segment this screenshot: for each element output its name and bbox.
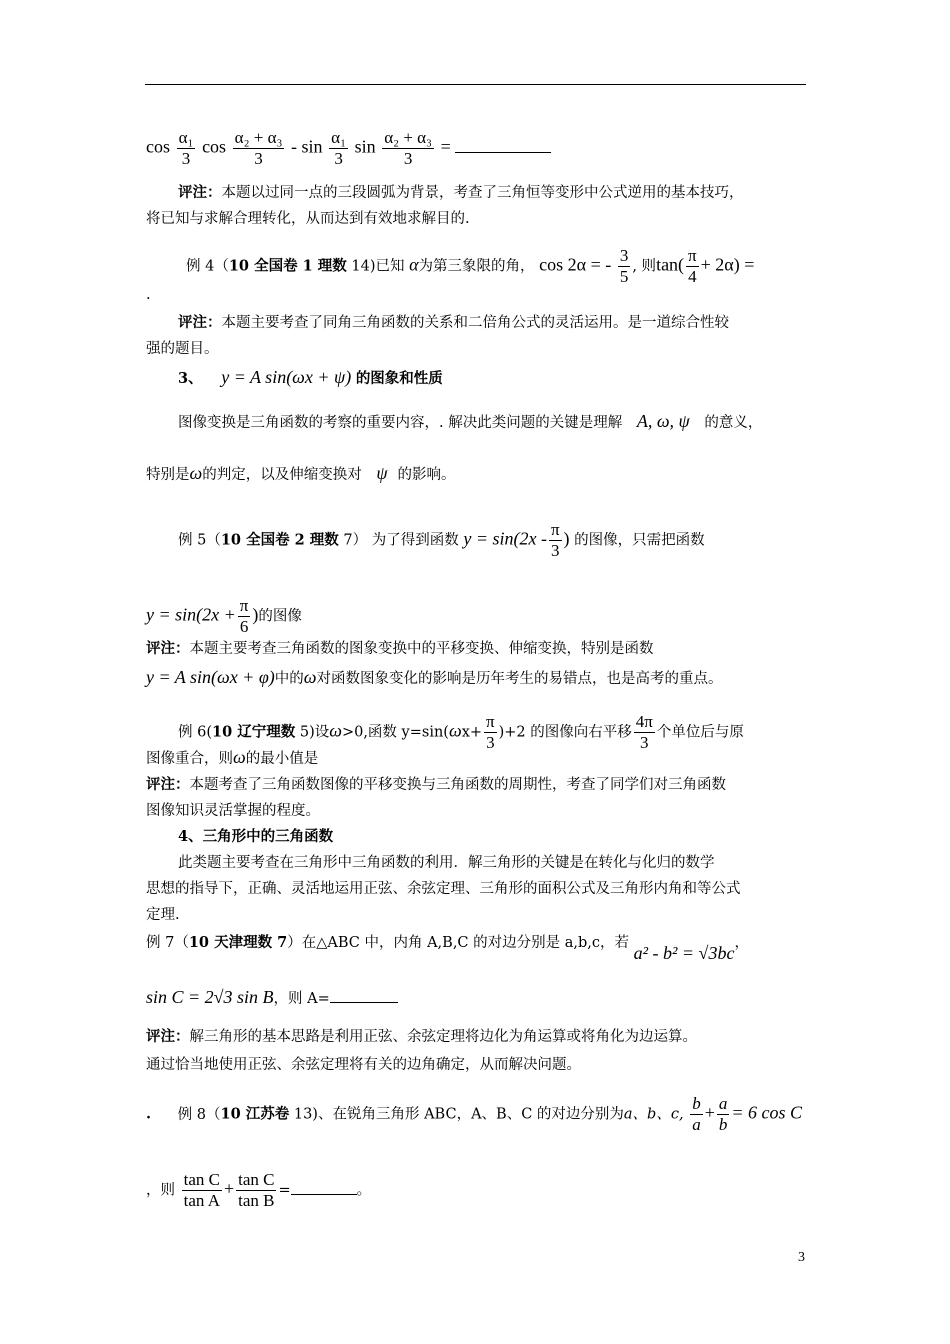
comment-2-line-2: 强的题目。 <box>146 341 219 357</box>
example-5-line-2: y = sin(2x + $\frac{\pi}{6}$ )的图像 <box>146 596 302 636</box>
section-3-heading: 3、 y = A sin(ωx + ψ) 的图象和性质 <box>178 367 443 387</box>
comment-4-line-1: 评注：本题考查了三角函数图像的平移变换与三角函数的周期性，考查了同学们对三角函数 <box>146 776 726 793</box>
section-4-para-line-3: 定理. <box>146 907 180 923</box>
answer-blank <box>291 1184 357 1195</box>
header-rule <box>145 84 806 85</box>
comment-2-line-1: 评注：本题主要考查了同角三角函数的关系和二倍角公式的灵活运用。是一道综合性较 <box>178 314 729 331</box>
comment-1-line-1: 评注：本题以过同一点的三段圆弧为背景，考查了三角恒等变形中公式逆用的基本技巧， <box>178 184 744 201</box>
formula-cos: cos <box>146 136 170 157</box>
example-6-line-2: 图像重合，则ω的最小值是 <box>146 747 319 767</box>
fraction: $\frac{\text{α₁}}{3}$ <box>178 128 194 168</box>
section-4-para-line-2: 思想的指导下，正确、灵活地运用正弦、余弦定理、三角形的面积公式及三角形内角和等公式 <box>146 881 741 897</box>
comment-3-line-2: y = A sin(ωx + φ)中的ω对函数图象变化的影响是历年考生的易错点，也是高考的重点。 <box>146 667 723 687</box>
page-number: 3 <box>798 1250 805 1265</box>
comment-5-line-2: 通过恰当地使用正弦、余弦定理将有关的边角确定，从而解决问题。 <box>146 1057 581 1073</box>
fraction: $\frac{b}{a}$ <box>692 1094 701 1134</box>
answer-blank <box>330 992 398 1003</box>
example-8-line-2: ，则 $\frac{\text{tan C}}{\text{tan A}}$ + $\frac{\text{tan C}}{\text{tan B}}$ = 。 <box>146 1170 372 1210</box>
formula-line: cos $\frac{\text{α₁}}{3}$ cos $\frac{\text{α₂ + α₃}}{3}$ - sin $\frac{\text{α₁}}{3}$ sin $\frac{\text{α₂ + α₃}}{3}$ = <box>146 128 551 169</box>
fraction: $\frac{\text{α₁}}{3}$ <box>331 128 346 168</box>
fraction: $\frac{\pi}{3}$ <box>486 712 495 752</box>
answer-blank <box>455 142 551 153</box>
example-6: 例 6(10 辽宁理数 5)设ω>0,函数 y=sin(ωx+ $\frac{\pi}{3}$ )+2 的图像向右平移 $\frac{4\pi}{3}$ 个单位后与原 <box>178 712 744 752</box>
fraction: $\frac{\pi}{6}$ <box>239 596 249 636</box>
fraction: $\frac{\text{α₂ + α₃}}{3}$ <box>384 128 432 168</box>
example-5: 例 5（10 全国卷 2 理数 7） 为了得到函数 y = sin(2x - $\frac{\pi}{3}$ ) 的图像，只需把函数 <box>178 520 705 560</box>
comment-1-line-2: 将已知与求解合理转化，从而达到有效地求解目的. <box>146 211 470 227</box>
comment-3-line-1: 评注：本题主要考查三角函数的图象变换中的平移变换、伸缩变换，特别是函数 <box>146 640 654 657</box>
fraction: $\frac{3}{5}$ <box>619 246 629 286</box>
fraction: $\frac{\text{tan C}}{\text{tan B}}$ <box>238 1170 275 1210</box>
section-4-para-line-1: 此类题主要考查在三角形中三角函数的利用．解三角形的关键是在转化与化归的数学 <box>178 855 715 871</box>
fraction: $\frac{\text{α₂ + α₃}}{3}$ <box>234 128 283 168</box>
section-3-para-line-2: 特别是ω的判定，以及伸缩变换对 ψ 的影响。 <box>146 463 456 483</box>
section-3-para-line-1: 图像变换是三角函数的考察的重要内容，. 解决此类问题的关键是理解 A, ω, ψ 的意义， <box>178 411 763 431</box>
example-4-dot: . <box>146 287 151 303</box>
example-7: 例 7（10 天津理数 7）在△ABC 中，内角 A,B,C 的对边分别是 a,b,c，若 a² - b² = √3bc， <box>146 934 749 963</box>
fraction: $\frac{\pi}{3}$ <box>550 520 560 560</box>
example-7-line-2: sin C = 2√3 sin B，则 A= <box>146 986 398 1010</box>
fraction: $\frac{4\pi}{3}$ <box>635 712 653 752</box>
example-4: 例 4（10 全国卷 1 理数 14)已知 α为第三象限的角， cos 2α = - $\frac{3}{5}$ , 则tan( $\frac{\pi}{4}$ + 2α) = <box>186 246 755 286</box>
fraction: $\frac{\text{tan C}}{\text{tan A}}$ <box>183 1170 220 1210</box>
comment-4-line-2: 图像知识灵活掌握的程度。 <box>146 803 320 819</box>
example-8: . 例 8（10 江苏卷 13)、在锐角三角形 ABC，A、B、C 的对边分别为a、b、c, $\frac{b}{a}$ + $\frac{a}{b}$ = 6 cos C <box>146 1094 802 1134</box>
comment-5-line-1: 评注：解三角形的基本思路是利用正弦、余弦定理将边化为角运算或将角化为边运算。 <box>146 1028 697 1045</box>
section-4-heading: 4、三角形中的三角函数 <box>178 828 334 845</box>
fraction: $\frac{\pi}{4}$ <box>688 246 697 286</box>
fraction: $\frac{a}{b}$ <box>718 1094 728 1134</box>
